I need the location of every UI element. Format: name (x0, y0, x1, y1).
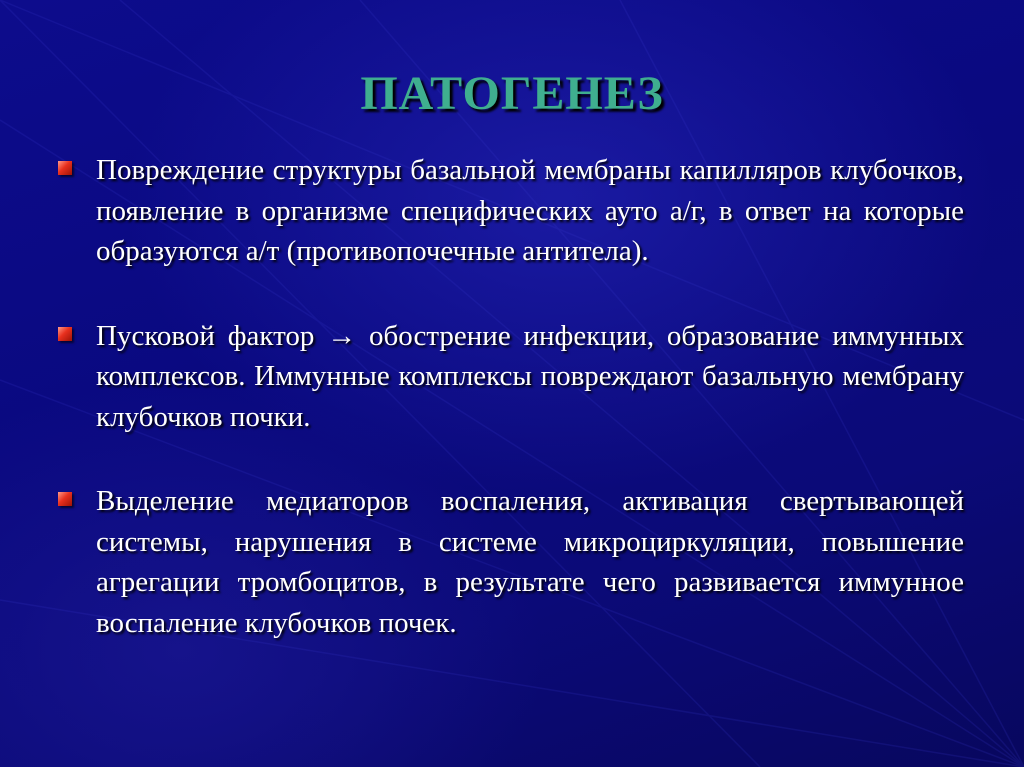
bullet-text: Повреждение структуры базальной мембраны капилляров клубочков, появление в организме специфических ауто а/г, в ответ на которые образуются а/т (противопочечные антитела). (96, 154, 964, 267)
bullet-text: Выделение медиаторов воспаления, активация свертывающей системы, нарушения в системе микроциркуляции, повышение агрегации тромбоцитов, в результате чего развивается иммунное воспаление клубочков почек. (96, 485, 964, 639)
square-bullet-icon (58, 161, 72, 175)
square-bullet-icon (58, 327, 72, 341)
bullet-item (58, 316, 964, 438)
bullet-item (58, 481, 964, 643)
slide-title: ПАТОГЕНЕЗ (360, 67, 664, 120)
bullet-item (58, 150, 964, 272)
bullet-text: Пусковой фактор → обострение инфекции, образование иммунных комплексов. Иммунные комплексы повреждают базальную мембрану клубочков почки. (96, 319, 964, 433)
bullet-list (58, 150, 964, 643)
square-bullet-icon (58, 492, 72, 506)
